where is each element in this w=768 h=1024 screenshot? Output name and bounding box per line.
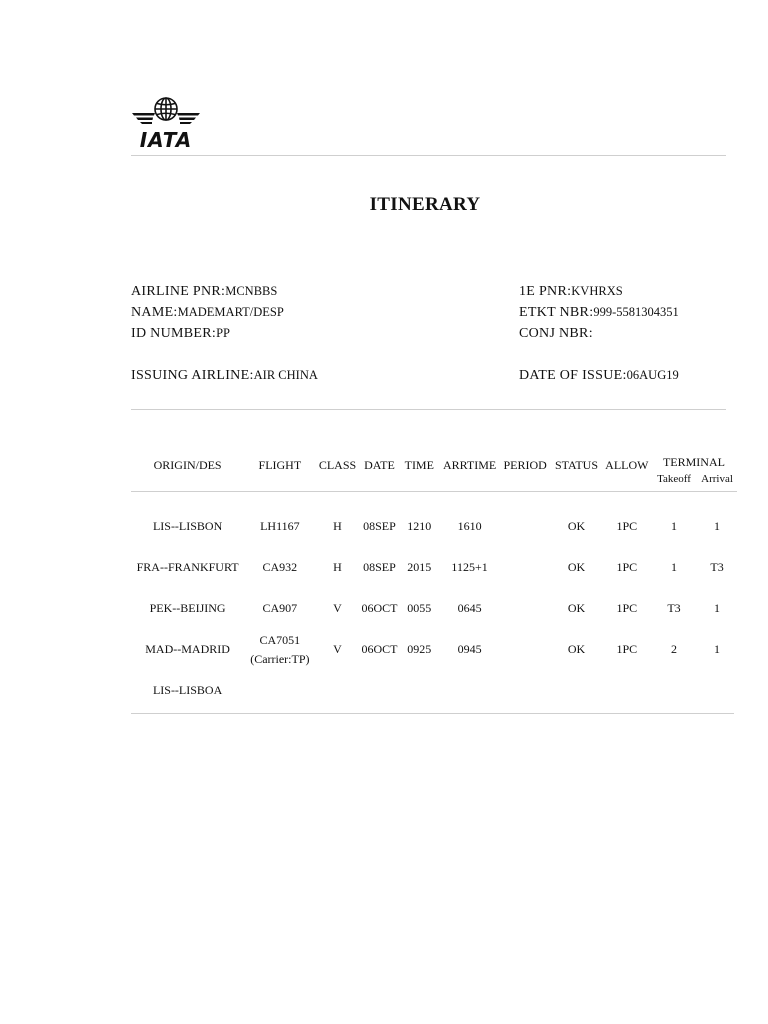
flight-cell bbox=[244, 506, 315, 547]
header-period: PERIOD bbox=[503, 458, 547, 472]
status-cell: OK bbox=[567, 642, 586, 656]
arrival-terminal-cell: 1 bbox=[714, 601, 721, 615]
airline-pnr-value: MCNBBS bbox=[225, 284, 278, 298]
header-date: DATE bbox=[364, 458, 395, 472]
info-divider bbox=[131, 409, 726, 410]
header-status: STATUS bbox=[554, 458, 599, 472]
period-cell bbox=[500, 506, 550, 547]
airline-pnr-label: AIRLINE PNR: bbox=[131, 284, 226, 299]
flight-number: LH1167 bbox=[260, 519, 300, 533]
takeoff-terminal-cell: 1 bbox=[671, 519, 677, 533]
takeoff-terminal-cell: T3 bbox=[667, 601, 681, 615]
allow-cell: 1PC bbox=[616, 519, 638, 533]
id-number-label: ID NUMBER: bbox=[131, 326, 217, 341]
issuing-airline bbox=[131, 368, 318, 384]
arrival-terminal-cell: 1 bbox=[714, 519, 721, 533]
date-of-issue bbox=[519, 368, 679, 384]
header-time: TIME bbox=[404, 458, 434, 472]
flight-cell bbox=[244, 588, 315, 629]
flight-number: CA7051 bbox=[259, 632, 301, 647]
final-destination-cell: LIS--LISBOA bbox=[152, 682, 223, 697]
origin-cell: LIS--LISBON bbox=[152, 519, 223, 533]
conj-number bbox=[519, 326, 593, 342]
takeoff-terminal-cell: 1 bbox=[671, 560, 677, 574]
header-takeoff: Takeoff bbox=[657, 473, 691, 485]
header-class: CLASS bbox=[318, 458, 357, 472]
name-label: NAME: bbox=[131, 305, 178, 320]
e-pnr-label: 1E PNR: bbox=[519, 284, 572, 299]
header-allow: ALLOW bbox=[605, 458, 649, 472]
table-row bbox=[131, 588, 737, 629]
date-cell: 06OCT bbox=[361, 601, 398, 615]
table-row bbox=[131, 629, 737, 670]
origin-cell: FRA--FRANKFURT bbox=[136, 560, 239, 574]
class-cell: V bbox=[333, 642, 342, 656]
arrtime-cell: 0945 bbox=[457, 642, 482, 656]
header-flight: FLIGHT bbox=[258, 458, 302, 472]
arrival-terminal-cell: 1 bbox=[714, 642, 721, 656]
header-arrtime: ARRTIME bbox=[442, 458, 497, 472]
header-divider bbox=[131, 155, 726, 156]
passenger-name bbox=[131, 305, 284, 321]
flight-number: CA932 bbox=[262, 560, 298, 574]
status-cell: OK bbox=[567, 560, 586, 574]
origin-cell: MAD--MADRID bbox=[145, 642, 230, 656]
header-arrival: Arrival bbox=[701, 473, 733, 485]
etkt-label: ETKT NBR: bbox=[519, 305, 594, 320]
table-divider bbox=[131, 492, 737, 507]
arrtime-cell: 0645 bbox=[457, 601, 482, 615]
airline-pnr bbox=[131, 284, 277, 300]
time-cell: 2015 bbox=[407, 560, 432, 574]
issue-date-value: 06AUG19 bbox=[626, 368, 679, 382]
class-cell: H bbox=[333, 519, 342, 533]
class-cell: H bbox=[333, 560, 342, 574]
time-cell: 0925 bbox=[407, 642, 432, 656]
table-bottom-divider bbox=[131, 713, 734, 714]
period-cell bbox=[500, 588, 550, 629]
svg-text:IATA: IATA bbox=[139, 128, 193, 149]
allow-cell: 1PC bbox=[616, 601, 638, 615]
arrtime-cell: 1610 bbox=[457, 519, 482, 533]
flight-cell bbox=[244, 547, 315, 588]
class-cell: V bbox=[333, 601, 342, 615]
page-title: ITINERARY bbox=[369, 194, 481, 215]
iata-logo bbox=[131, 95, 201, 149]
allow-cell: 1PC bbox=[616, 642, 638, 656]
issue-date-label: DATE OF ISSUE: bbox=[519, 368, 627, 383]
conj-label: CONJ NBR: bbox=[519, 326, 593, 341]
date-cell: 08SEP bbox=[363, 560, 396, 574]
status-cell: OK bbox=[567, 601, 586, 615]
allow-cell: 1PC bbox=[616, 560, 638, 574]
date-cell: 08SEP bbox=[363, 519, 396, 533]
table-row bbox=[131, 506, 737, 547]
date-cell: 06OCT bbox=[361, 642, 398, 656]
arrival-terminal-cell: T3 bbox=[710, 560, 724, 574]
id-number-value: PP bbox=[216, 326, 230, 340]
header-origin: ORIGIN/DES bbox=[153, 458, 222, 472]
period-cell bbox=[500, 547, 550, 588]
final-destination-row bbox=[131, 670, 737, 710]
status-cell: OK bbox=[567, 519, 586, 533]
etkt-value: 999-5581304351 bbox=[593, 305, 679, 319]
etkt-number bbox=[519, 305, 679, 321]
e-pnr-value: KVHRXS bbox=[571, 284, 623, 298]
e-pnr bbox=[519, 284, 623, 300]
time-cell: 1210 bbox=[407, 519, 432, 533]
issuing-airline-value: AIR CHINA bbox=[253, 368, 318, 382]
carrier-note: (Carrier:TP) bbox=[250, 651, 310, 666]
flight-cell bbox=[244, 629, 315, 670]
period-cell bbox=[500, 629, 550, 670]
issuing-airline-label: ISSUING AIRLINE: bbox=[131, 368, 254, 383]
takeoff-terminal-cell: 2 bbox=[671, 642, 677, 656]
flight-number: CA907 bbox=[262, 601, 298, 615]
name-value: MADEMART/DESP bbox=[177, 305, 284, 319]
time-cell: 0055 bbox=[407, 601, 432, 615]
itinerary-table bbox=[131, 440, 737, 710]
header-terminal: TERMINAL bbox=[662, 455, 725, 469]
origin-cell: PEK--BEIJING bbox=[149, 601, 226, 615]
arrtime-cell: 1125+1 bbox=[451, 560, 488, 574]
table-row bbox=[131, 547, 737, 588]
id-number bbox=[131, 326, 230, 342]
